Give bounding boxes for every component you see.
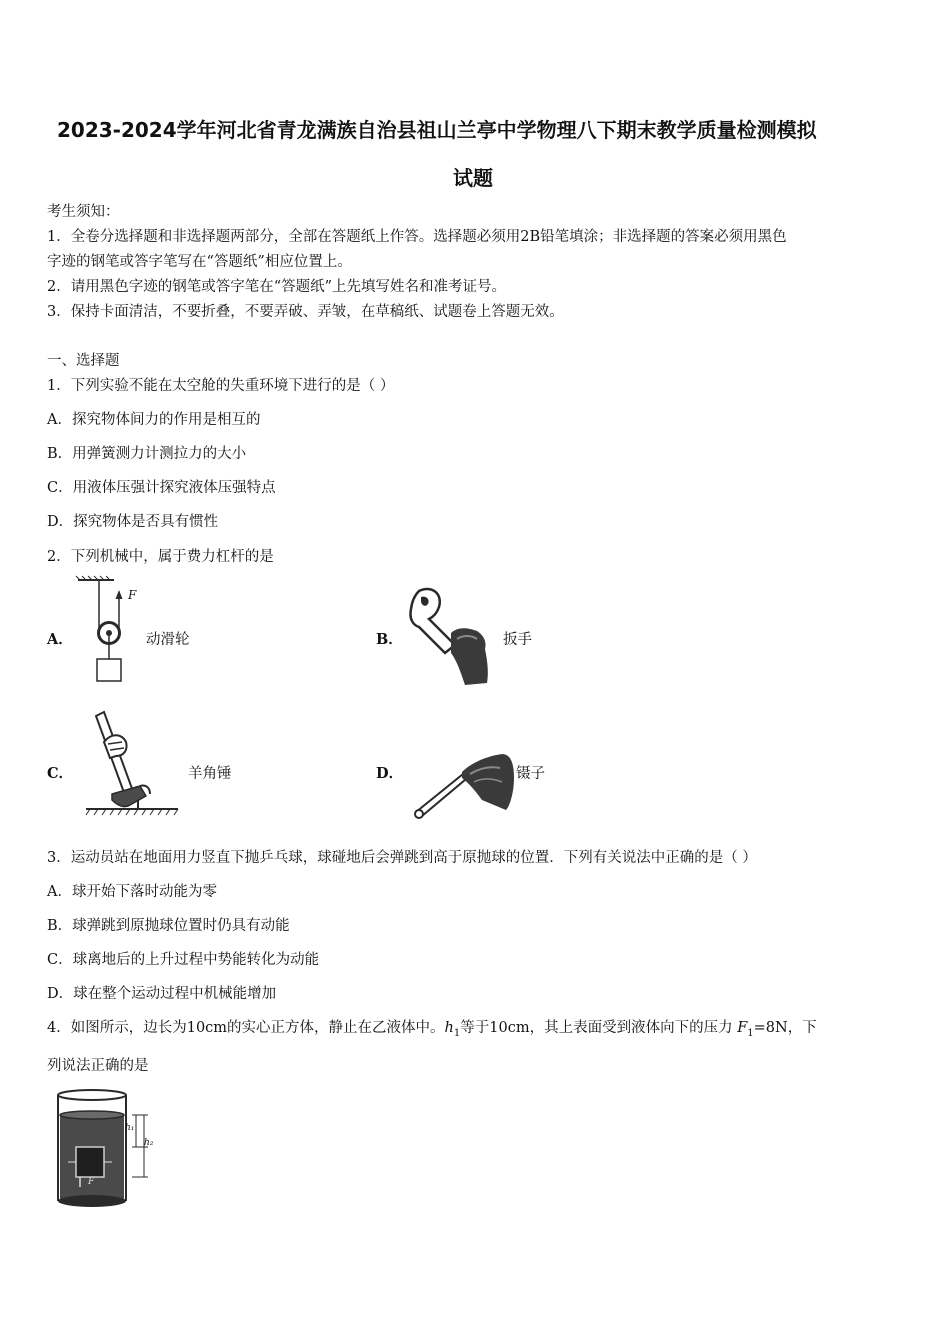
q1-option-c: C．用液体压强计探究液体压强特点	[47, 480, 276, 496]
notice-item-2: 2．请用黑色字迹的钢笔或答字笔在“答题纸”上先填写姓名和准考证号。	[47, 279, 507, 295]
q4-stem-part1: 4．如图所示，边长为10cm的实心正方体，静止在乙液体中。	[47, 1020, 445, 1036]
section-heading: 一、选择题	[47, 353, 120, 369]
q3-option-c: C．球离地后的上升过程中势能转化为动能	[47, 952, 320, 968]
notice-heading: 考生须知：	[47, 204, 120, 220]
q3-option-a: A．球开始下落时动能为零	[47, 884, 217, 900]
wrench-figure	[405, 583, 505, 688]
q2-option-c-letter: C．	[47, 765, 74, 782]
q4-f-subscript: 1	[747, 1027, 754, 1039]
notice-item-1b: 字迹的钢笔或答字笔写在“答题纸”相应位置上。	[47, 254, 352, 270]
q3-option-d: D．球在整个运动过程中机械能增加	[47, 986, 277, 1002]
q4-h-variable: h	[444, 1020, 454, 1036]
q2-option-d-letter: D．	[376, 765, 404, 782]
q4-stem-line2: 列说法正确的是	[47, 1058, 149, 1074]
figure-h1-label: h₁	[125, 1123, 135, 1133]
q4-stem-line1	[47, 1018, 817, 1044]
notice-item-1a: 1．全卷分选择题和非选择题两部分，全部在答题纸上作答。选择题必须用2B铅笔填涂；非选择题的答案必须用黑色	[47, 229, 787, 245]
q1-option-d: D．探究物体是否具有惯性	[47, 514, 219, 530]
figure-h2-label: h₂	[144, 1138, 154, 1148]
q4-f-variable: F	[737, 1020, 748, 1036]
q2-option-d-label: 镊子	[516, 766, 545, 782]
page-title-line2: 试题	[453, 166, 493, 190]
tweezers-figure	[410, 748, 520, 820]
notice-item-3: 3．保持卡面清洁，不要折叠，不要弄破、弄皱，在草稿纸、试题卷上答题无效。	[47, 304, 564, 320]
page-title: 2023-2024学年河北省青龙满族自治县祖山兰亭中学物理八下期末教学质量检测模拟	[57, 118, 817, 142]
q2-option-a-label: 动滑轮	[146, 632, 190, 648]
q4-stem-part2: 等于10cm，其上表面受到液体向下的压力	[460, 1020, 733, 1036]
q4-h-subscript: 1	[453, 1027, 461, 1039]
q1-option-a: A．探究物体间力的作用是相互的	[47, 412, 261, 428]
cube-in-liquid-figure	[52, 1087, 160, 1211]
q2-option-c-label: 羊角锤	[188, 766, 232, 782]
q2-stem: 2．下列机械中，属于费力杠杆的是	[47, 549, 274, 565]
pulley-force-label: F	[128, 588, 137, 602]
q2-option-a-letter: A．	[47, 631, 73, 648]
q2-option-b-letter: B．	[376, 631, 403, 648]
claw-hammer-figure	[82, 708, 182, 820]
q2-option-b-label: 扳手	[503, 632, 532, 648]
figure-force-label: F	[88, 1177, 95, 1187]
q1-stem: 1．下列实验不能在太空舱的失重环境下进行的是（ ）	[47, 378, 395, 394]
q3-stem: 3．运动员站在地面用力竖直下抛乒乓球，球碰地后会弹跳到高于原抛球的位置．下列有关说法中正确的是（ ）	[47, 850, 757, 866]
q4-stem-part3: =8N，下	[753, 1020, 817, 1036]
q1-option-b: B．用弹簧测力计测拉力的大小	[47, 446, 247, 462]
q3-option-b: B．球弹跳到原抛球位置时仍具有动能	[47, 918, 290, 934]
